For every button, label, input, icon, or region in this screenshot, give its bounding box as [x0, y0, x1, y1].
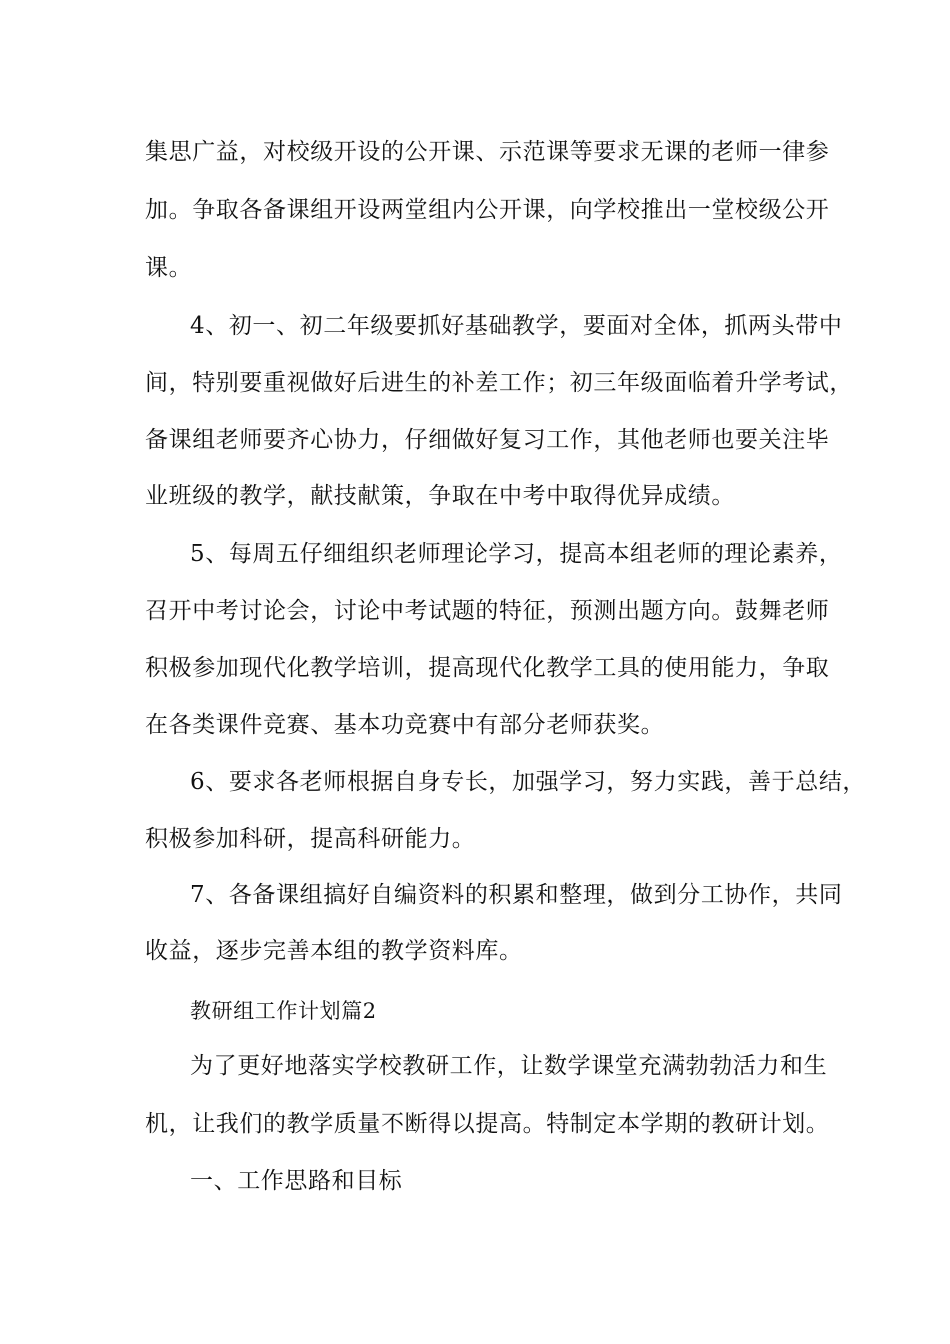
item-5-line-1: 5、每周五仔细组织老师理论学习，提高本组老师的理论素养，: [190, 541, 843, 567]
item-6-line-1: 6、要求各老师根据自身专长，加强学习，努力实践，善于总结，: [190, 769, 867, 795]
item-4-line-4: 业班级的教学，献技献策，争取在中考中取得优异成绩。: [145, 483, 735, 509]
item-4-line-2: 间，特别要重视做好后进生的补差工作；初三年级面临着升学考试，: [145, 370, 853, 396]
paragraph-3-line-4: 课。: [145, 255, 193, 281]
paragraph-3-line-2: 集思广益，对校级开设的公开课、示范课等要求无课的老师一律参: [145, 139, 830, 165]
section-heading: 教研组工作计划篇2: [190, 999, 377, 1023]
subheading-work-ideas-goals: 一、工作思路和目标: [190, 1168, 403, 1194]
item-7-line-1: 7、各备课组搞好自编资料的积累和整理，做到分工协作，共同: [190, 882, 843, 908]
item-5-line-2: 召开中考讨论会，讨论中考试题的特征，预测出题方向。鼓舞老师: [145, 598, 830, 624]
item-5-line-3: 积极参加现代化教学培训，提高现代化教学工具的使用能力，争取: [145, 655, 830, 681]
item-4-line-1: 4、初一、初二年级要抓好基础教学，要面对全体，抓两头带中: [190, 313, 843, 339]
intro-line-2: 机，让我们的教学质量不断得以提高。特制定本学期的教研计划。: [145, 1111, 830, 1137]
item-7-line-2: 收益，逐步完善本组的教学资料库。: [145, 938, 523, 964]
intro-line-1: 为了更好地落实学校教研工作，让数学课堂充满勃勃活力和生: [190, 1053, 828, 1079]
item-6-line-2: 积极参加科研，提高科研能力。: [145, 826, 476, 852]
paragraph-3-line-3: 加。争取各备课组开设两堂组内公开课，向学校推出一堂校级公开: [145, 197, 830, 223]
item-4-line-3: 备课组老师要齐心协力，仔细做好复习工作，其他老师也要关注毕: [145, 427, 830, 453]
item-5-line-4: 在各类课件竞赛、基本功竞赛中有部分老师获奖。: [145, 712, 665, 738]
